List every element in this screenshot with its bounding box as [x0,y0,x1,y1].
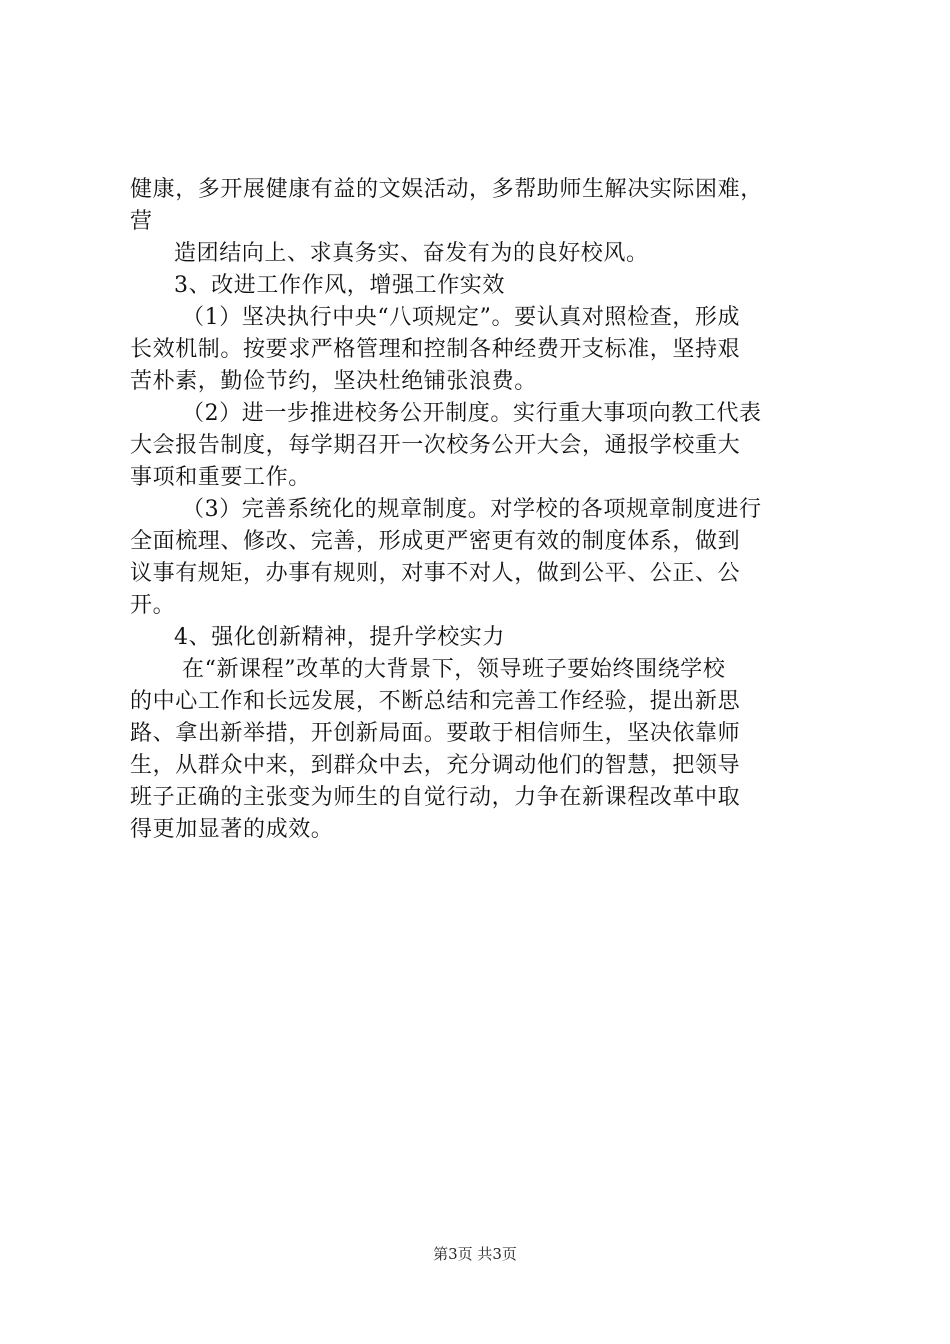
text-line: 议事有规矩，办事有规则，对事不对人，做到公平、公正、公 [130,561,741,586]
text-line: 开。 [130,593,176,618]
text-line: （3）完善系统化的规章制度。对学校的各项规章制度进行 [182,497,762,522]
document-body [130,174,830,846]
text-line: 的中心工作和长远发展，不断总结和完善工作经验，提出新思 [130,689,741,714]
text-line: 健康，多开展健康有益的文娱活动，多帮助师生解决实际困难， [130,177,763,202]
text-line: 营 [130,209,153,234]
text-line: （1）坚决执行中央“八项规定”。要认真对照检查，形成 [182,305,741,330]
text-line: 事项和重要工作。 [130,465,311,490]
text-line: 生，从群众中来，到群众中去，充分调动他们的智慧，把领导 [130,753,741,778]
text-line: 得更加显著的成效。 [130,817,334,842]
text-line: （2）进一步推进校务公开制度。实行重大事项向教工代表 [182,401,762,426]
text-line: 班子正确的主张变为师生的自觉行动，力争在新课程改革中取 [130,785,741,810]
text-line: 大会报告制度，每学期召开一次校务公开大会，通报学校重大 [130,433,741,458]
section-heading: 4、强化创新精神，提升学校实力 [174,625,505,650]
text-line: 在“新课程”改革的大背景下，领导班子要始终围绕学校 [182,657,726,682]
text-line: 全面梳理、修改、完善，形成更严密更有效的制度体系，做到 [130,529,741,554]
text-line: 长效机制。按要求严格管理和控制各种经费开支标准，坚持艰 [130,337,741,362]
text-line: 路、拿出新举措，开创新局面。要敢于相信师生，坚决依靠师 [130,721,741,746]
section-heading: 3、改进工作作风，增强工作实效 [174,273,505,298]
text-line: 苦朴素，勤俭节约，坚决杜绝铺张浪费。 [130,369,537,394]
page-number-footer: 第3页 共3页 [433,1245,517,1263]
text-line: 造团结向上、求真务实、奋发有为的良好校风。 [174,241,649,266]
